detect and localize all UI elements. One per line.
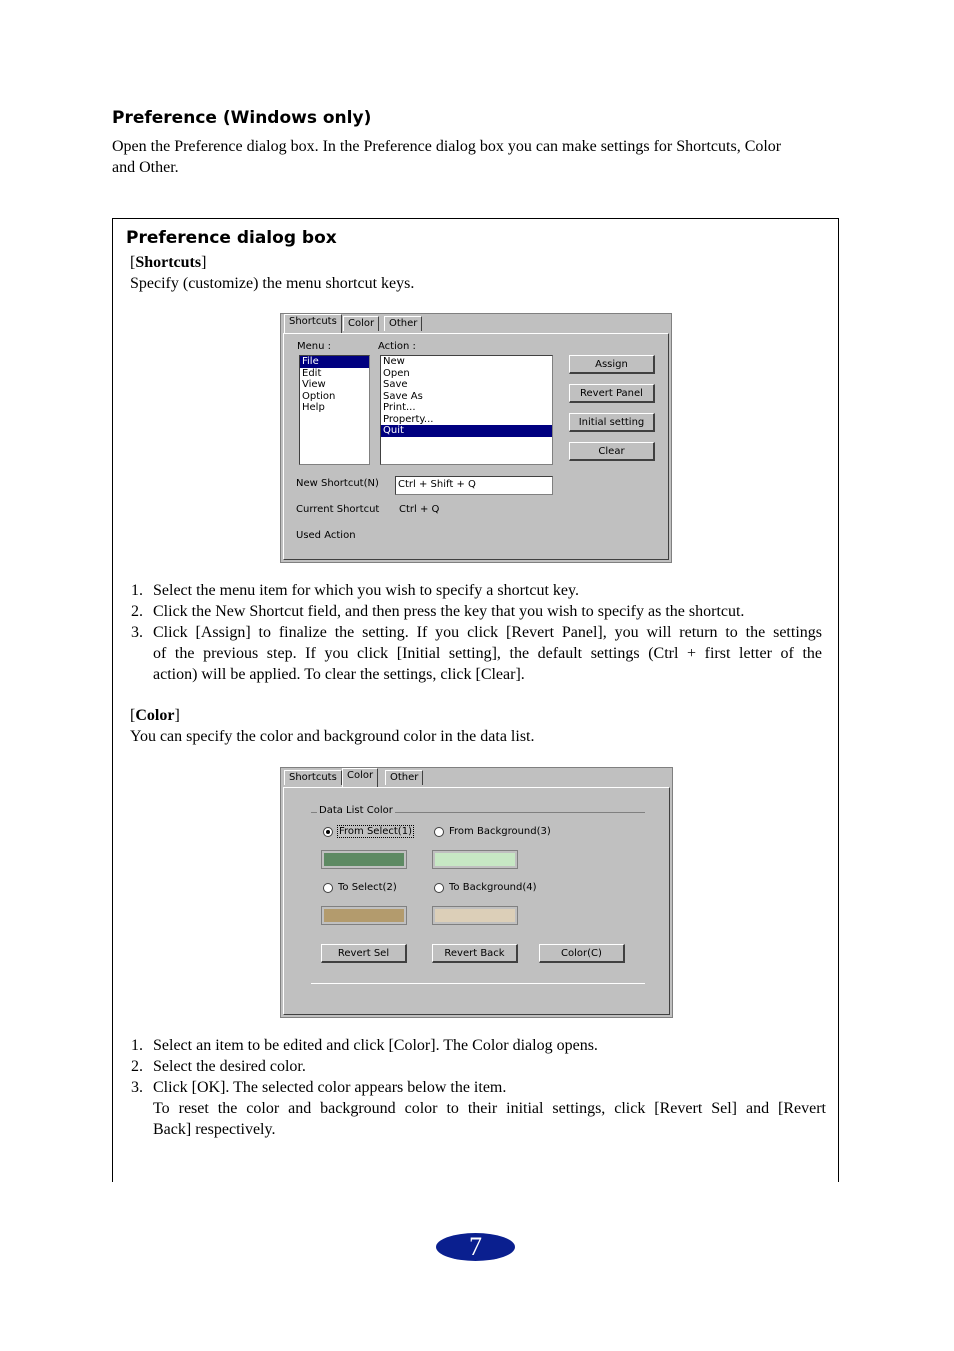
list-item: [112, 1056, 826, 1077]
step-line: Select an item to be edited and click [Color]. The Color dialog opens.: [153, 1037, 598, 1054]
menu-label: Menu :: [297, 341, 332, 352]
list-item[interactable]: Save: [383, 379, 408, 390]
list-item[interactable]: New: [383, 356, 405, 367]
step-line: Select the menu item for which you wish to specify a shortcut key.: [153, 582, 579, 599]
step-line: Click the New Shortcut field, and then press the key that you wish to specify as the shortcut.: [153, 603, 745, 620]
list-item[interactable]: Open: [383, 367, 410, 379]
list-item: [112, 580, 822, 601]
step-number: 1.: [131, 582, 143, 599]
to-select-label[interactable]: To Select(2): [338, 882, 397, 893]
tab-shortcuts[interactable]: Shortcuts: [284, 770, 342, 785]
shortcuts-description: Specify (customize) the menu shortcut keys.: [130, 275, 415, 292]
current-shortcut-value: Ctrl + Q: [399, 504, 440, 515]
list-item[interactable]: Edit: [302, 367, 322, 379]
color-heading: [Color]: [130, 707, 180, 724]
page-number-badge: 7: [436, 1233, 515, 1261]
assign-button[interactable]: Assign: [569, 355, 655, 374]
step-number: 1.: [131, 1037, 143, 1054]
menu-listbox[interactable]: [299, 355, 370, 465]
step-line: Click [OK]. The selected color appears below the item.: [153, 1079, 507, 1096]
shortcuts-steps: [112, 580, 822, 685]
color-button[interactable]: Color(C): [539, 944, 625, 963]
list-item[interactable]: View: [302, 379, 326, 390]
to-select-radio[interactable]: [323, 883, 333, 893]
tab-shortcuts[interactable]: Shortcuts: [284, 314, 342, 333]
shortcuts-heading: [Shortcuts]: [130, 254, 207, 271]
list-item[interactable]: Help: [302, 402, 325, 413]
step-line: Back] respectively.: [153, 1121, 276, 1138]
list-item[interactable]: Option: [302, 390, 336, 402]
used-action-label: Used Action: [296, 530, 356, 541]
list-item: [112, 1035, 826, 1056]
tab-other[interactable]: Other: [385, 770, 423, 785]
list-item[interactable]: Property...: [383, 413, 434, 425]
color-dialog: [280, 767, 673, 1018]
to-background-swatch: [433, 907, 517, 924]
color-steps: [112, 1035, 826, 1140]
revert-panel-button[interactable]: Revert Panel: [569, 384, 655, 403]
step-line: Click [Assign] to finalize the setting. If you click [Revert Panel], you will return to the settings: [153, 624, 822, 641]
from-select-label[interactable]: From Select(1): [339, 826, 412, 837]
step-line: To reset the color and background color to their initial settings, click [Revert Sel] and [Revert: [153, 1100, 826, 1117]
group-label: Data List Color: [319, 805, 393, 816]
intro-paragraph: [112, 136, 842, 178]
tab-other[interactable]: Other: [384, 316, 422, 331]
shortcuts-dialog: [280, 313, 672, 563]
action-label: Action :: [378, 341, 416, 352]
list-item: [112, 1077, 826, 1140]
intro-line: Open the Preference dialog box. In the Preference dialog box you can make settings for Shortcuts, Color: [112, 138, 782, 155]
step-line: Select the desired color.: [153, 1058, 306, 1075]
from-background-radio[interactable]: [434, 827, 444, 837]
new-shortcut-field[interactable]: Ctrl + Shift + Q: [395, 476, 553, 495]
list-item: [112, 601, 822, 622]
current-shortcut-label: Current Shortcut: [296, 504, 380, 515]
revert-back-button[interactable]: Revert Back: [432, 944, 518, 963]
step-line: of the previous step. If you click [Initial setting], the default settings (Ctrl + first letter of the: [153, 645, 822, 662]
to-select-swatch: [322, 907, 406, 924]
list-item[interactable]: Save As: [383, 390, 423, 402]
tab-color[interactable]: Color: [343, 316, 379, 331]
from-background-swatch: [433, 851, 517, 868]
step-number: 2.: [131, 603, 143, 620]
step-number: 3.: [131, 624, 143, 641]
revert-sel-button[interactable]: Revert Sel: [321, 944, 407, 963]
step-line: action) will be applied. To clear the settings, click [Clear].: [153, 666, 525, 683]
color-description: You can specify the color and background color in the data list.: [130, 728, 535, 745]
list-item[interactable]: Quit: [381, 425, 552, 437]
from-select-radio[interactable]: [323, 827, 333, 837]
from-background-label[interactable]: From Background(3): [449, 826, 551, 837]
initial-setting-button[interactable]: Initial setting: [569, 413, 655, 432]
step-number: 2.: [131, 1058, 143, 1075]
step-number: 3.: [131, 1079, 143, 1096]
section-heading: Preference (Windows only): [112, 108, 372, 128]
to-background-label[interactable]: To Background(4): [449, 882, 537, 893]
list-item: [112, 622, 822, 685]
from-select-swatch: [322, 851, 406, 868]
list-item[interactable]: Print...: [383, 402, 416, 413]
clear-button[interactable]: Clear: [569, 442, 655, 461]
list-item[interactable]: File: [300, 356, 369, 368]
box-title: Preference dialog box: [126, 228, 337, 248]
intro-line: and Other.: [112, 159, 179, 176]
new-shortcut-label: New Shortcut(N): [296, 478, 379, 489]
tab-color[interactable]: Color: [342, 768, 378, 787]
to-background-radio[interactable]: [434, 883, 444, 893]
action-listbox[interactable]: [380, 355, 553, 465]
